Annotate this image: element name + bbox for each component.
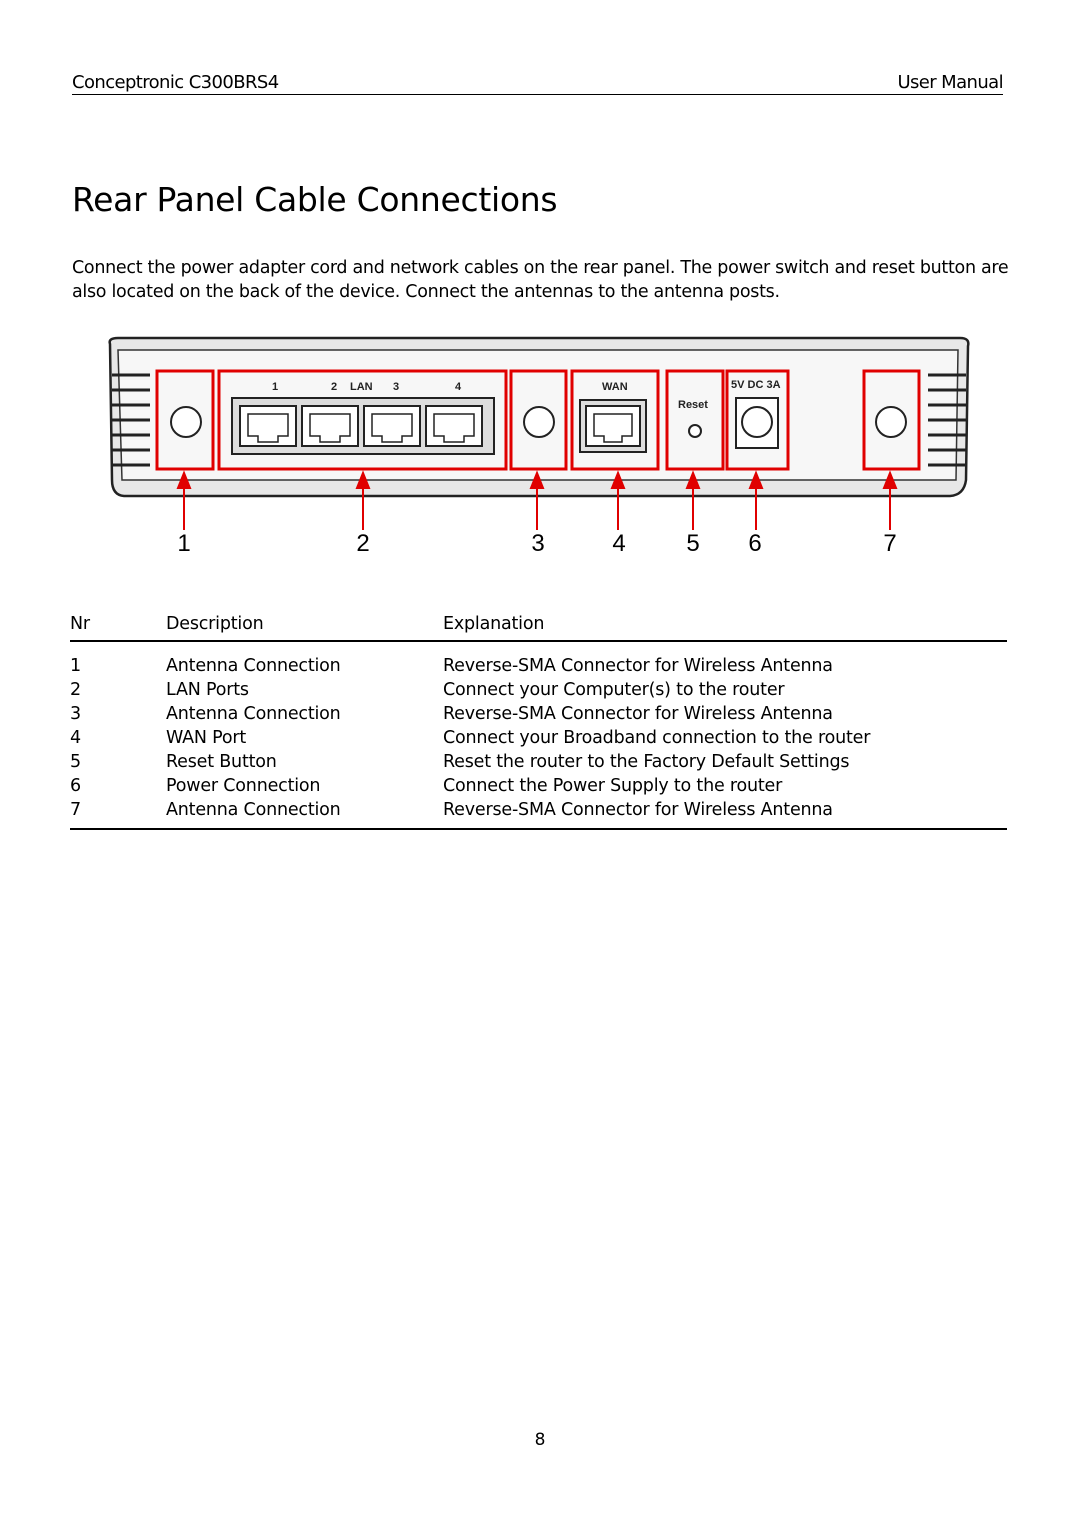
row-explanation: Connect your Computer(s) to the router: [443, 680, 785, 700]
page-number: 8: [534, 1430, 546, 1450]
lan-port-label-1: 1: [272, 381, 279, 393]
row-explanation: Connect your Broadband connection to the router: [443, 728, 871, 748]
table-row: [70, 678, 1007, 702]
connections-table: [70, 610, 1007, 830]
row-explanation: Reset the router to the Factory Default Settings: [443, 752, 850, 772]
row-description: Antenna Connection: [166, 800, 341, 820]
row-nr: 5: [70, 752, 81, 772]
table-row: [70, 750, 1007, 774]
row-nr: 6: [70, 776, 81, 796]
table-row: [70, 798, 1007, 829]
row-description: Antenna Connection: [166, 656, 341, 676]
table-row: [70, 774, 1007, 798]
row-explanation: Reverse-SMA Connector for Wireless Antenna: [443, 656, 833, 676]
row-nr: 1: [70, 656, 81, 676]
router-rear-panel-illustration: [0, 330, 1080, 530]
wan-label: WAN: [602, 381, 628, 393]
reset-label: Reset: [678, 399, 708, 411]
header-description: Description: [166, 614, 264, 634]
callout-6: 6: [748, 530, 762, 557]
callout-7: 7: [883, 530, 897, 557]
row-description: Antenna Connection: [166, 704, 341, 724]
lan-label: LAN: [350, 381, 373, 393]
row-nr: 7: [70, 800, 81, 820]
callout-4: 4: [612, 530, 626, 557]
row-explanation: Connect the Power Supply to the router: [443, 776, 783, 796]
rear-panel-figure: [0, 330, 1080, 570]
callout-2: 2: [356, 530, 370, 557]
row-description: WAN Port: [166, 728, 247, 748]
section-title: Rear Panel Cable Connections: [72, 180, 558, 219]
row-description: LAN Ports: [166, 680, 249, 700]
header-product-name: Conceptronic C300BRS4: [72, 72, 279, 93]
row-explanation: Reverse-SMA Connector for Wireless Antenna: [443, 800, 833, 820]
row-nr: 2: [70, 680, 81, 700]
row-nr: 3: [70, 704, 81, 724]
intro-paragraph: Connect the power adapter cord and network cables on the rear panel. The power switch and reset button are also located on the back of the device. Connect the antennas to the antenna posts.: [72, 258, 1009, 302]
table-row: [70, 641, 1007, 678]
table-row: [70, 702, 1007, 726]
header-nr: Nr: [70, 614, 90, 634]
power-label: 5V DC 3A: [731, 379, 781, 391]
row-nr: 4: [70, 728, 81, 748]
lan-port-label-4: 4: [455, 381, 462, 393]
header-explanation: Explanation: [443, 614, 545, 634]
callout-1: 1: [177, 530, 191, 557]
table-header-row: [70, 610, 1007, 641]
lan-port-label-2: 2: [331, 381, 338, 393]
callout-5: 5: [686, 530, 700, 557]
row-description: Reset Button: [166, 752, 277, 772]
table-row: [70, 726, 1007, 750]
callout-3: 3: [531, 530, 545, 557]
header-doc-type: User Manual: [897, 72, 1003, 93]
page-header: [72, 70, 1003, 95]
lan-port-label-3: 3: [393, 381, 400, 393]
row-explanation: Reverse-SMA Connector for Wireless Antenna: [443, 704, 833, 724]
row-description: Power Connection: [166, 776, 321, 796]
